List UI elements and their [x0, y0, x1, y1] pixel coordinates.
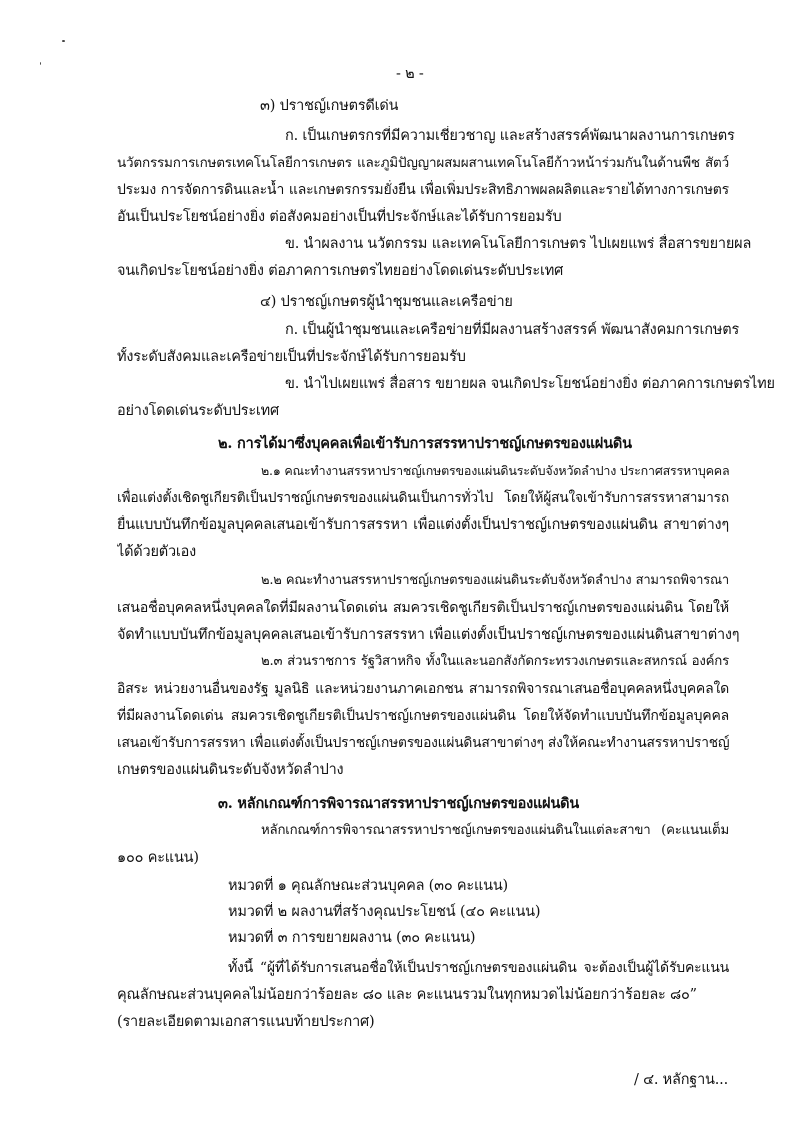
para-3-line-2: ๑๐๐ คะแนน)	[117, 850, 199, 866]
section-3a-line-4: อันเป็นประโยชน์อย่างยิ่ง ต่อสังคมอย่างเป็นที่ประจักษ์และได้รับการยอมรับ	[117, 209, 562, 225]
section-4a-line-1: ก. เป็นผู้นำชุมชนและเครือข่ายที่มีผลงานสร้างสรรค์ พัฒนาสังคมการเกษตร	[285, 322, 740, 338]
para-3-line-1: หลักเกณฑ์การพิจารณาสรรหาปราชญ์เกษตรของแผ่นดินในแต่ละสาขา (คะแนนเต็ม	[261, 823, 729, 838]
para-2-2-line-1: ๒.๒ คณะทำงานสรรหาปราชญ์เกษตรของแผ่นดินระดับจังหวัดลำปาง สามารถพิจารณา	[261, 573, 729, 588]
para-2-1-line-1: ๒.๑ คณะทำงานสรรหาปราชญ์เกษตรของแผ่นดินระดับจังหวัดลำปาง ประกาศสรรหาบุคคล	[261, 463, 729, 478]
para-2-2-line-2: เสนอชื่อบุคคลหนึ่งบุคคลใดที่มีผลงานโดดเด่น สมควรเชิดชูเกียรติเป็นปราชญ์เกษตรของแผ่นดิน โดยให้	[117, 600, 729, 616]
para-2-3-line-1: ๒.๓ ส่วนราชการ รัฐวิสาหกิจ ทั้งในและนอกสังกัดกระทรวงเกษตรและสหกรณ์ องค์กร	[261, 654, 729, 669]
section-4b-line-1: ข. นำไปเผยแพร่ สื่อสาร ขยายผล จนเกิดประโยชน์อย่างยิ่ง ต่อภาคการเกษตรไทย	[285, 376, 775, 392]
category-2: หมวดที่ ๒ ผลงานที่สร้างคุณประโยชน์ (๔๐ คะแนน)	[228, 904, 541, 920]
section-3b-line-2: จนเกิดประโยชน์อย่างยิ่ง ต่อภาคการเกษตรไทยอย่างโดดเด่นระดับประเทศ	[117, 263, 564, 279]
section-3a-line-2: นวัตกรรมการเกษตรเทคโนโลยีการเกษตร และภูมิปัญญาผสมผสานเทคโนโลยีก้าวหน้าร่วมกันในด้านพืช สัตว์	[117, 155, 729, 171]
para-2-3-line-4: เสนอเข้ารับการสรรหา เพื่อแต่งตั้งเป็นปราชญ์เกษตรของแผ่นดินสาขาต่างๆ ส่งให้คณะทำงานสรรหาปราชญ์	[117, 735, 729, 751]
para-2-1-line-3: ยื่นแบบบันทึกข้อมูลบุคคลเสนอเข้ารับการสรรหา เพื่อแต่งตั้งเป็นปราชญ์เกษตรของแผ่นดิน สาขาต่างๆ	[117, 517, 729, 533]
section-3a-line-3: ประมง การจัดการดินและน้ำ และเกษตรกรรมยั่งยืน เพื่อเพิ่มประสิทธิภาพผลผลิตและรายได้ทางการเกษตร	[117, 182, 729, 198]
section-3b-line-1: ข. นำผลงาน นวัตกรรม และเทคโนโลยีการเกษตร ไปเผยแพร่ สื่อสารขยายผล	[285, 236, 752, 252]
section-4b-line-2: อย่างโดดเด่นระดับประเทศ	[117, 403, 280, 419]
scan-speck	[62, 40, 65, 42]
note-line-2: คุณลักษณะส่วนบุคคลไม่น้อยกว่าร้อยละ ๘๐ และ คะแนนรวมในทุกหมวดไม่น้อยกว่าร้อยละ ๘๐”	[117, 987, 697, 1003]
note-line-3: (รายละเอียดตามเอกสารแนบท้ายประกาศ)	[117, 1014, 375, 1030]
section-4a-line-2: ทั้งระดับสังคมและเครือข่ายเป็นที่ประจักษ์ได้รับการยอมรับ	[117, 349, 466, 365]
para-2-1-line-2: เพื่อแต่งตั้งเชิดชูเกียรติเป็นปราชญ์เกษตรของแผ่นดินเป็นการทั่วไป โดยให้ผู้สนใจเข้ารับการสรรหาสามารถ	[117, 490, 729, 506]
section-3a-line-1: ก. เป็นเกษตรกรที่มีความเชี่ยวชาญ และสร้างสรรค์พัฒนาผลงานการเกษตร	[285, 128, 735, 144]
para-2-2-line-3: จัดทำแบบบันทึกข้อมูลบุคคลเสนอเข้ารับการสรรหา เพื่อแต่งตั้งเป็นปราชญ์เกษตรของแผ่นดินสาขาต่างๆ	[117, 627, 740, 643]
scan-speck	[40, 62, 41, 65]
heading-3: ๓. หลักเกณฑ์การพิจารณาสรรหาปราชญ์เกษตรของแผ่นดิน	[218, 795, 580, 812]
page-number: - ๒ -	[396, 66, 424, 82]
para-2-3-line-3: ที่มีผลงานโดดเด่น สมควรเชิดชูเกียรติเป็นปราชญ์เกษตรของแผ่นดิน โดยให้จัดทำแบบบันทึกข้อมูลบุคคล	[117, 708, 729, 724]
section-3-title: ๓) ปราชญ์เกษตรดีเด่น	[260, 98, 399, 114]
para-2-1-line-4: ได้ด้วยตัวเอง	[117, 544, 197, 560]
continuation-marker: / ๔. หลักฐาน...	[634, 1072, 728, 1088]
section-4-title: ๔) ปราชญ์เกษตรผู้นำชุมชนและเครือข่าย	[260, 294, 513, 310]
note-line-1: ทั้งนี้ “ผู้ที่ได้รับการเสนอชื่อให้เป็นปราชญ์เกษตรของแผ่นดิน จะต้องเป็นผู้ได้รับคะแนน	[228, 960, 729, 976]
category-1: หมวดที่ ๑ คุณลักษณะส่วนบุคคล (๓๐ คะแนน)	[228, 878, 509, 894]
category-3: หมวดที่ ๓ การขยายผลงาน (๓๐ คะแนน)	[228, 930, 476, 946]
heading-2: ๒. การได้มาซึ่งบุคคลเพื่อเข้ารับการสรรหาปราชญ์เกษตรของแผ่นดิน	[218, 435, 632, 452]
para-2-3-line-2: อิสระ หน่วยงานอื่นของรัฐ มูลนิธิ และหน่วยงานภาคเอกชน สามารถพิจารณาเสนอชื่อบุคคลหนึ่งบุคคลใด	[117, 681, 729, 697]
para-2-3-line-5: เกษตรของแผ่นดินระดับจังหวัดลำปาง	[117, 762, 344, 778]
